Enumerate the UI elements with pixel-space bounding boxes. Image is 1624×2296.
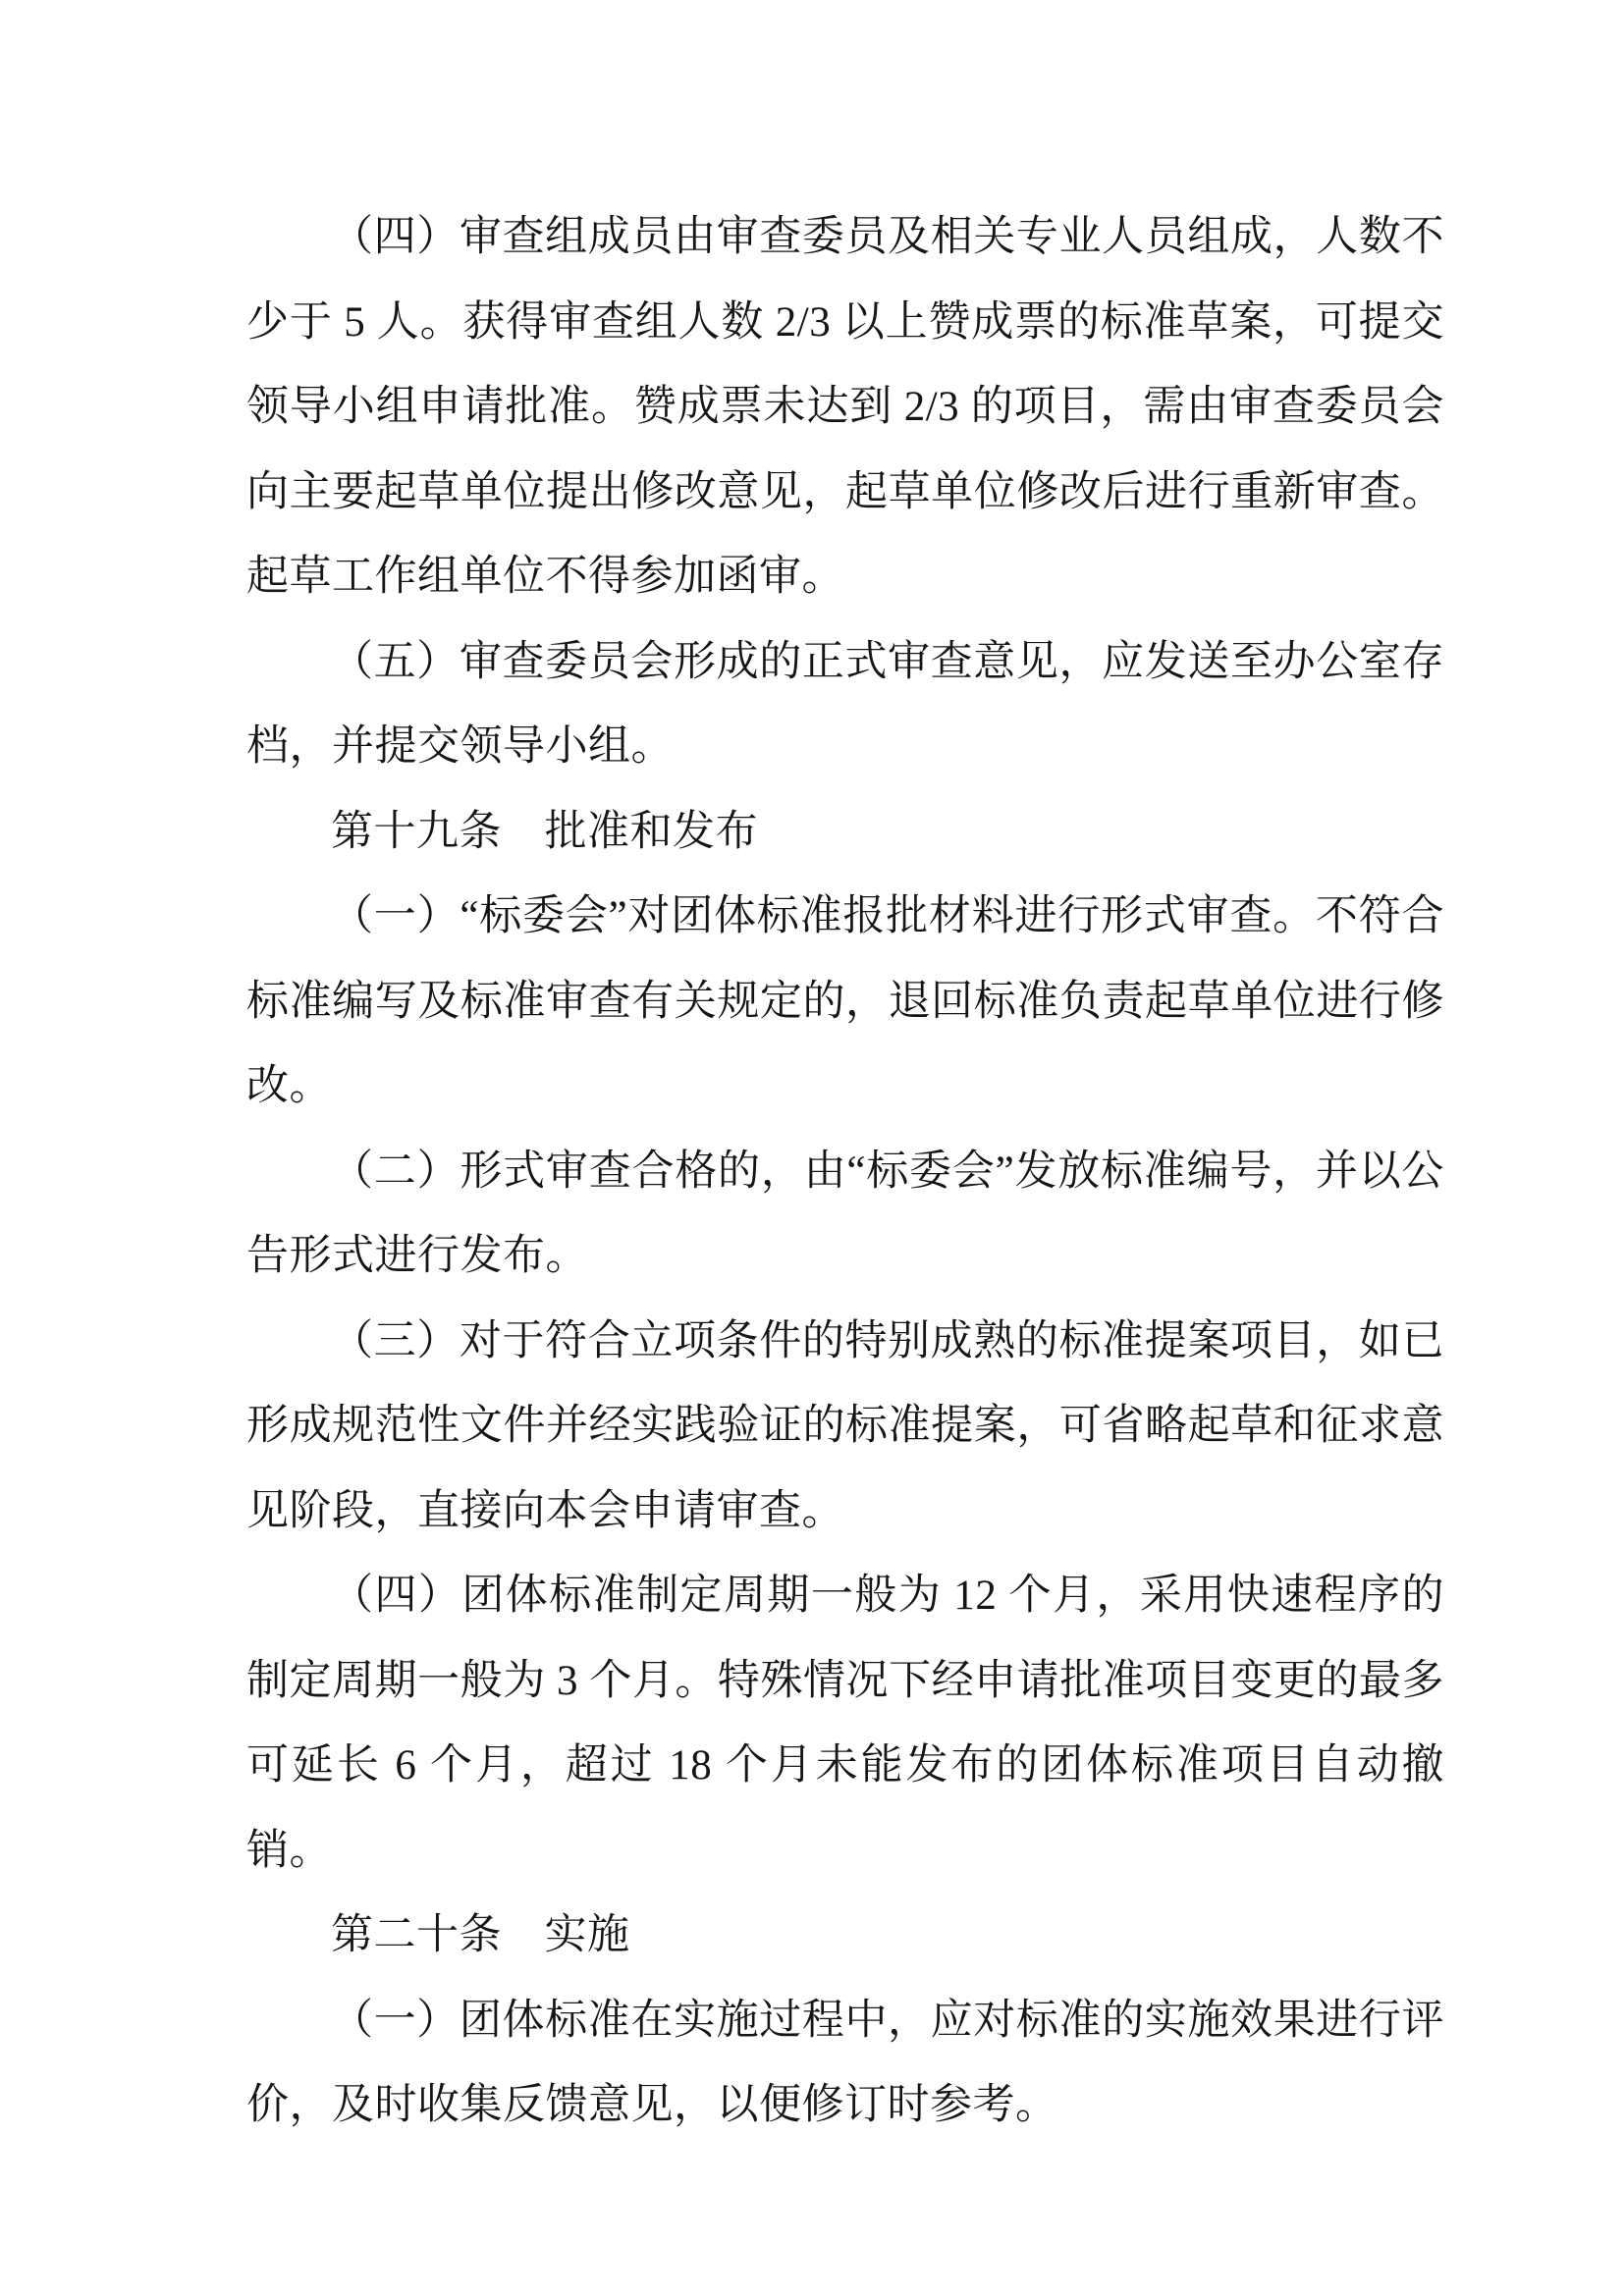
article-heading-19: 第十九条 批准和发布 <box>331 808 758 855</box>
paragraph-item-4-cycle-period: （四）团体标准制定周期一般为 12 个月，采用快速程序的制定周期一般为 3 个月。特殊情况下经申请批准项目变更的最多可延长 6 个月，超过 18 个月未能发布的团体标准项目自动撤销。 <box>246 1573 1444 1874</box>
paragraph-item-3-mature-proposal: （三）对于符合立项条件的特别成熟的标准提案项目，如已形成规范性文件并经实践验证的标准提案，可省略起草和征求意见阶段，直接向本会申请审查。 <box>246 1317 1444 1534</box>
document-text-block <box>246 195 1444 2149</box>
paragraph-item-4-review-group: （四）审查组成员由审查委员及相关专业人员组成，人数不少于 5 人。获得审查组人数 2/3 以上赞成票的标准草案，可提交领导小组申请批准。赞成票未达到 2/3 的项目，需由审查委员会向主要起草单位提出修改意见，起草单位修改后进行重新审查。起草工作组单位不得参加函审。 <box>246 214 1444 600</box>
paragraph-item-2-standard-number: （二）形式审查合格的，由“标委会”发放标准编号，并以公告形式进行发布。 <box>246 1148 1444 1279</box>
paragraph-item-5-review-opinion: （五）审查委员会形成的正式审查意见，应发送至办公室存档，并提交领导小组。 <box>246 638 1444 770</box>
paragraph-item-1-implementation: （一）团体标准在实施过程中，应对标准的实施效果进行评价，及时收集反馈意见，以便修订时参考。 <box>246 1997 1444 2128</box>
article-heading-20: 第二十条 实施 <box>331 1912 630 1958</box>
paragraph-item-1-formal-review: （一）“标委会”对团体标准报批材料进行形式审查。不符合标准编写及标准审查有关规定的，退回标准负责起草单位进行修改。 <box>246 893 1444 1109</box>
